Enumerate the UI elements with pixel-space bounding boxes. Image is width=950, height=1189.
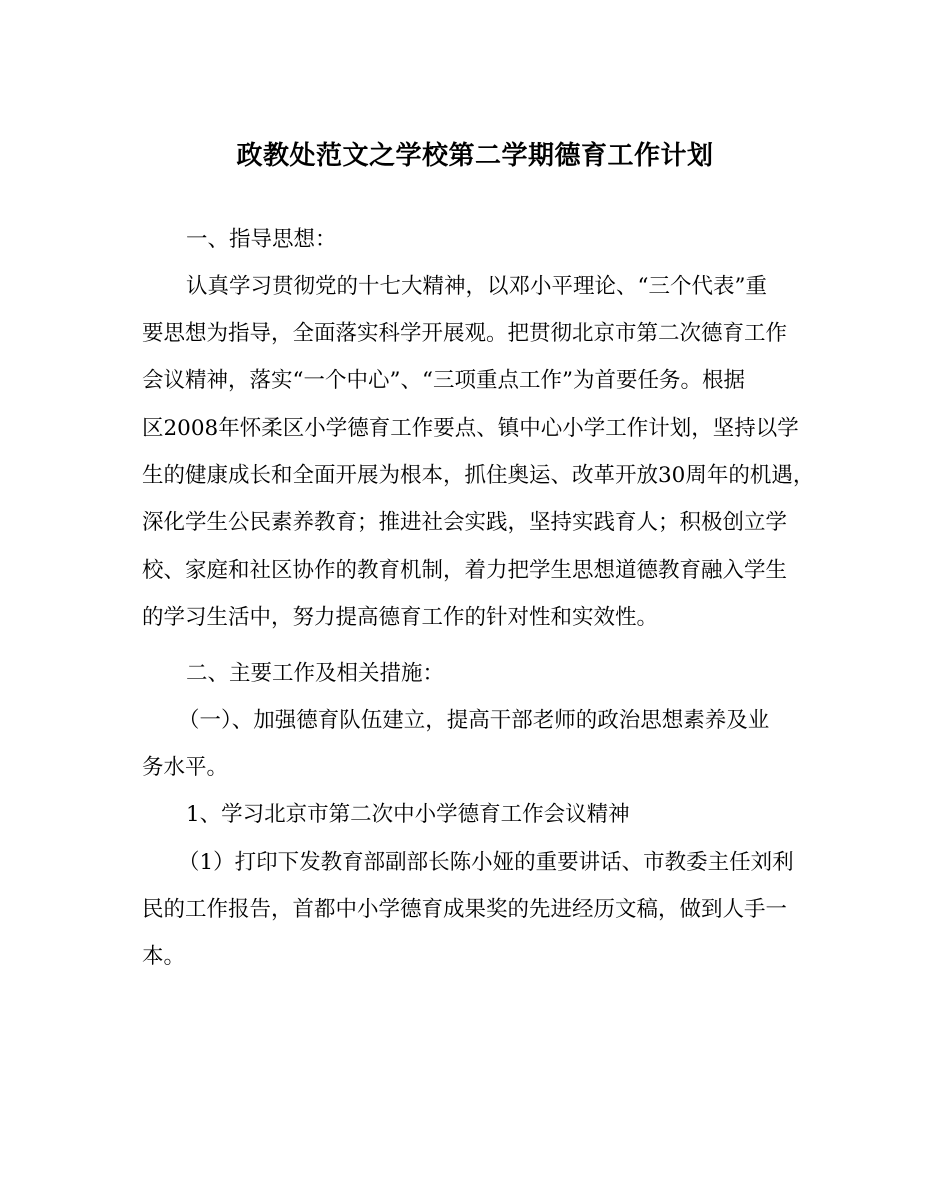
section-heading-main-work: 二、主要工作及相关措施： — [186, 661, 445, 686]
paragraph-line: 校、家庭和社区协作的教育机制，着力把学生思想道德教育融入学生 — [142, 558, 788, 583]
paragraph-line: 认真学习贯彻党的十七大精神，以邓小平理论、“三个代表”重 — [186, 274, 767, 299]
paragraph-line: （1）打印下发教育部副部长陈小娅的重要讲话、市教委主任刘利 — [178, 850, 794, 875]
paragraph-line: 生的健康成长和全面开展为根本，抓住奥运、改革开放30周年的机遇， — [142, 463, 815, 488]
subsection-heading-line: （一）、加强德育队伍建立，提高干部老师的政治思想素养及业 — [178, 708, 770, 733]
document-title: 政教处范文之学校第二学期德育工作计划 — [236, 141, 714, 171]
paragraph-line: 民的工作报告，首都中小学德育成果奖的先进经历文稿，做到人手一 — [142, 897, 788, 922]
paragraph-line: 要思想为指导，全面落实科学开展观。把贯彻北京市第二次德育工作 — [142, 321, 788, 346]
paragraph-line: 的学习生活中，努力提高德育工作的针对性和实效性。 — [142, 605, 659, 630]
paragraph-line: 深化学生公民素养教育；推进社会实践，坚持实践育人；积极创立学 — [142, 510, 788, 535]
item-heading: 1、学习北京市第二次中小学德育工作会议精神 — [186, 802, 630, 827]
paragraph-line: 会议精神，落实“一个中心”、“三项重点工作”为首要任务。根据 — [142, 368, 745, 393]
paragraph-line: 区2008年怀柔区小学德育工作要点、镇中心小学工作计划，坚持以学 — [142, 416, 799, 441]
section-heading-guiding-ideology: 一、指导思想： — [186, 227, 337, 252]
paragraph-line: 本。 — [142, 944, 186, 969]
subsection-heading-line: 务水平。 — [142, 755, 229, 780]
